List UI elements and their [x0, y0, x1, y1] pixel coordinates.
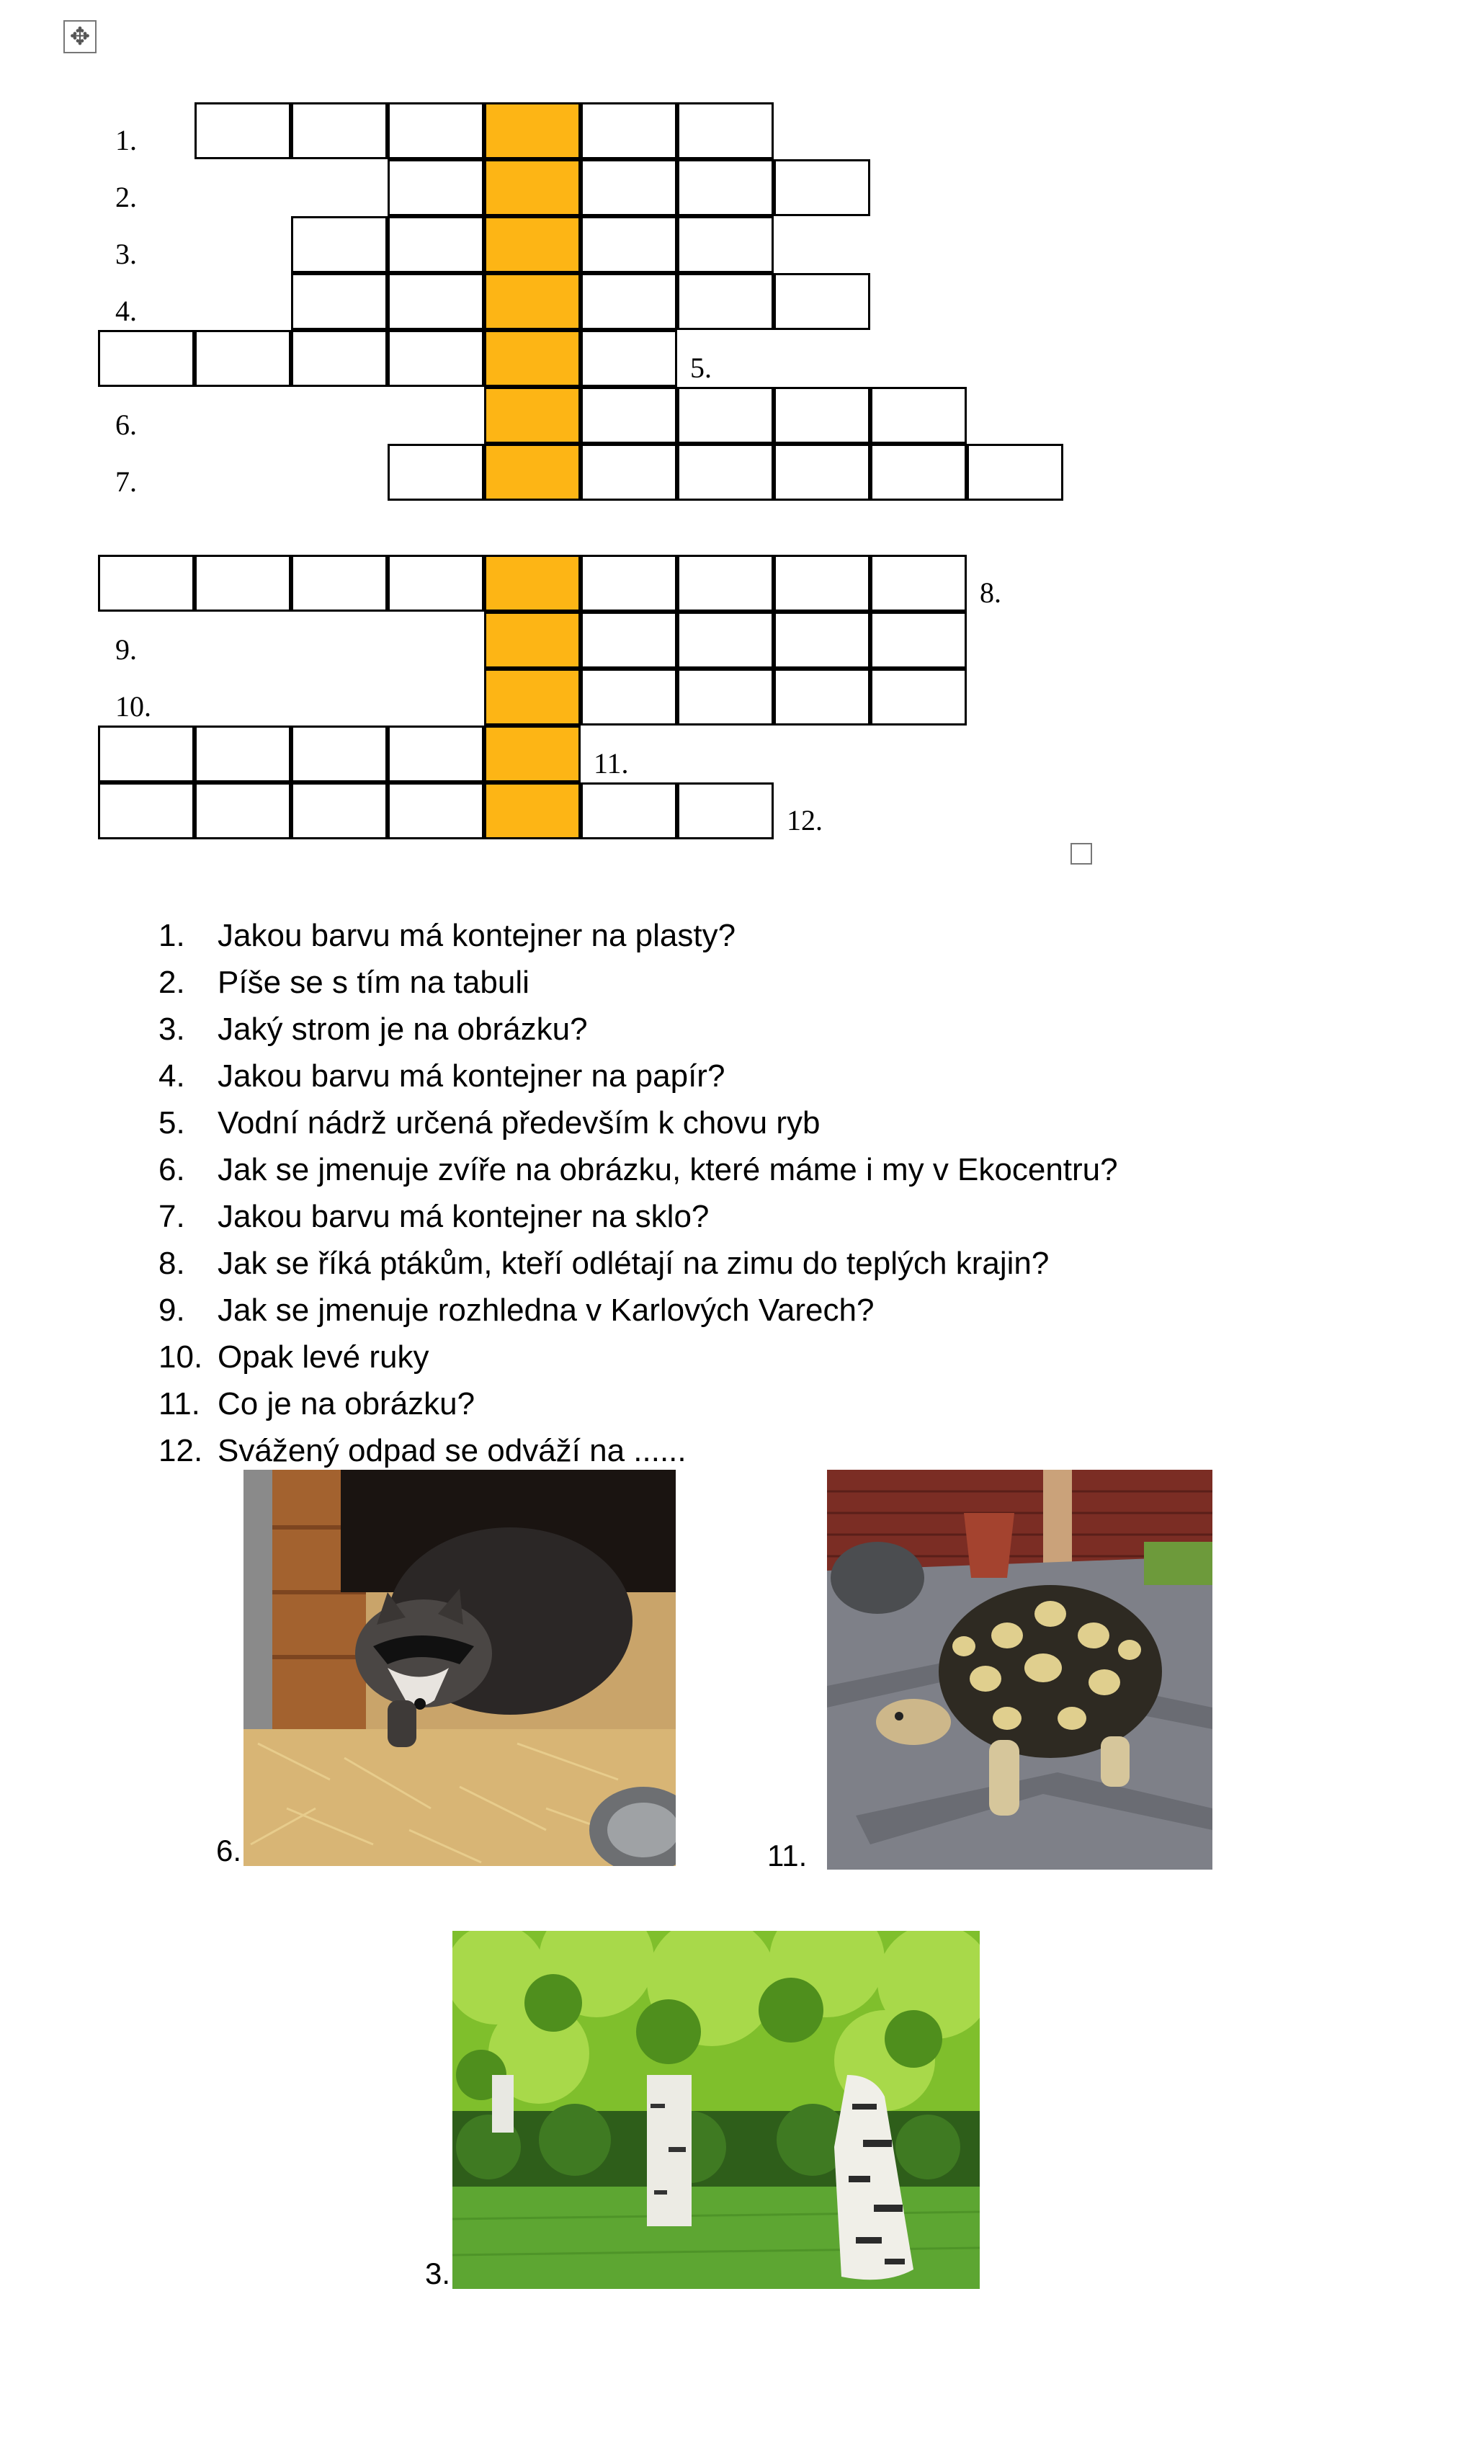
- crossword-cell[interactable]: [677, 273, 774, 330]
- clue-text: Jakou barvu má kontejner na papír?: [218, 1058, 725, 1094]
- crossword-cell[interactable]: [388, 726, 484, 782]
- birch-trees-icon: [452, 1931, 980, 2289]
- clue-item: [158, 1287, 1118, 1334]
- row-number: 1.: [115, 124, 137, 156]
- crossword-cell[interactable]: [291, 330, 388, 387]
- row-number: 10.: [115, 690, 151, 723]
- clue-text: Jakou barvu má kontejner na sklo?: [218, 1199, 710, 1234]
- solution-cell[interactable]: [484, 612, 581, 669]
- crossword-cell[interactable]: [774, 387, 870, 444]
- crossword-cell[interactable]: [870, 669, 967, 726]
- clue-item: [158, 1053, 1118, 1099]
- crossword-cell[interactable]: [581, 555, 677, 612]
- crossword-cell[interactable]: [388, 782, 484, 839]
- crossword-cell[interactable]: [581, 387, 677, 444]
- crossword-cell[interactable]: [98, 726, 195, 782]
- raccoon-icon: [243, 1470, 676, 1866]
- row-number: 9.: [115, 633, 137, 666]
- raccoon-photo-label: 6.: [216, 1834, 242, 1867]
- clue-number: 9.: [158, 1293, 185, 1328]
- crossword-cell[interactable]: [291, 102, 388, 159]
- crossword-cell[interactable]: [581, 444, 677, 501]
- crossword-cell[interactable]: [581, 216, 677, 273]
- crossword-cell[interactable]: [774, 669, 870, 726]
- crossword-cell[interactable]: [677, 216, 774, 273]
- table-resize-handle-icon[interactable]: [1070, 843, 1092, 865]
- clue-text: Píše se s tím na tabuli: [218, 965, 529, 1000]
- crossword-cell[interactable]: [774, 273, 870, 330]
- clue-number: 10.: [158, 1339, 203, 1375]
- clue-number: 7.: [158, 1199, 185, 1234]
- clue-number: 4.: [158, 1058, 185, 1094]
- clue-text: Co je na obrázku?: [218, 1386, 475, 1421]
- solution-cell[interactable]: [484, 555, 581, 612]
- solution-cell[interactable]: [484, 387, 581, 444]
- clue-text: Vodní nádrž určená především k chovu ryb: [218, 1105, 821, 1141]
- solution-cell[interactable]: [484, 273, 581, 330]
- crossword-cell[interactable]: [677, 669, 774, 726]
- crossword-cell[interactable]: [677, 159, 774, 216]
- clue-item: [158, 1380, 1118, 1427]
- crossword-cell[interactable]: [677, 555, 774, 612]
- clue-text: Jaký strom je na obrázku?: [218, 1012, 588, 1047]
- clue-item: [158, 1334, 1118, 1380]
- crossword-cell[interactable]: [388, 159, 484, 216]
- clue-item: [158, 1006, 1118, 1053]
- crossword-cell[interactable]: [581, 782, 677, 839]
- crossword-cell[interactable]: [98, 330, 195, 387]
- clue-number: 12.: [158, 1433, 203, 1468]
- crossword-cell[interactable]: [581, 330, 677, 387]
- crossword-cell[interactable]: [388, 444, 484, 501]
- crossword-cell[interactable]: [388, 216, 484, 273]
- crossword-cell[interactable]: [388, 102, 484, 159]
- clue-text: Jak se říká ptákům, kteří odlétají na zimu do teplých krajin?: [218, 1246, 1050, 1281]
- crossword-cell[interactable]: [388, 273, 484, 330]
- clue-item: [158, 1146, 1118, 1193]
- birch-trees-photo-label: 3.: [425, 2257, 451, 2290]
- solution-cell[interactable]: [484, 782, 581, 839]
- row-number: 3.: [115, 238, 137, 270]
- clue-number: 3.: [158, 1012, 185, 1047]
- clue-item: [158, 1427, 1118, 1474]
- row-number: 2.: [115, 181, 137, 213]
- solution-cell[interactable]: [484, 102, 581, 159]
- crossword-cell[interactable]: [581, 612, 677, 669]
- crossword-cell[interactable]: [677, 387, 774, 444]
- crossword-cell[interactable]: [677, 444, 774, 501]
- raccoon-photo: [243, 1470, 676, 1866]
- crossword-cell[interactable]: [677, 782, 774, 839]
- crossword-cell[interactable]: [774, 444, 870, 501]
- row-number: 7.: [115, 465, 137, 498]
- crossword-cell[interactable]: [774, 555, 870, 612]
- crossword-cell[interactable]: [291, 555, 388, 612]
- crossword-cell[interactable]: [677, 102, 774, 159]
- row-number: 12.: [787, 804, 823, 836]
- crossword-cell[interactable]: [388, 555, 484, 612]
- clue-item: [158, 959, 1118, 1006]
- crossword-cell[interactable]: [291, 782, 388, 839]
- clue-item: [158, 1099, 1118, 1146]
- solution-cell[interactable]: [484, 669, 581, 726]
- solution-cell[interactable]: [484, 444, 581, 501]
- crossword-cell[interactable]: [870, 444, 967, 501]
- clue-item: [158, 1240, 1118, 1287]
- tortoise-icon: [827, 1470, 1212, 1870]
- crossword-cell[interactable]: [774, 159, 870, 216]
- crossword-cell[interactable]: [291, 726, 388, 782]
- crossword-cell[interactable]: [870, 612, 967, 669]
- crossword-cell[interactable]: [677, 612, 774, 669]
- crossword-cell[interactable]: [291, 273, 388, 330]
- clue-number: 11.: [158, 1386, 200, 1421]
- table-move-handle-icon[interactable]: ✥: [63, 20, 97, 53]
- clue-number: 8.: [158, 1246, 185, 1281]
- crossword-cell[interactable]: [195, 102, 291, 159]
- clue-number: 5.: [158, 1105, 185, 1141]
- clue-list: [158, 912, 1118, 1474]
- crossword-cell[interactable]: [581, 273, 677, 330]
- crossword-cell[interactable]: [195, 726, 291, 782]
- crossword-cell[interactable]: [581, 159, 677, 216]
- crossword-cell[interactable]: [195, 782, 291, 839]
- crossword-cell[interactable]: [98, 782, 195, 839]
- clue-text: Jakou barvu má kontejner na plasty?: [218, 918, 736, 953]
- row-number: 8.: [980, 576, 1001, 609]
- clue-number: 2.: [158, 965, 185, 1000]
- clue-number: 1.: [158, 918, 185, 953]
- crossword-cell[interactable]: [291, 216, 388, 273]
- clue-text: Opak levé ruky: [218, 1339, 429, 1375]
- crossword-cell[interactable]: [967, 444, 1063, 501]
- solution-cell[interactable]: [484, 726, 581, 782]
- solution-cell[interactable]: [484, 330, 581, 387]
- solution-cell[interactable]: [484, 159, 581, 216]
- solution-cell[interactable]: [484, 216, 581, 273]
- row-number: 11.: [594, 747, 629, 780]
- crossword-cell[interactable]: [870, 387, 967, 444]
- clue-text: Svážený odpad se odváží na ......: [218, 1433, 687, 1468]
- clue-text: Jak se jmenuje zvíře na obrázku, které máme i my v Ekocentru?: [218, 1152, 1118, 1187]
- row-number: 4.: [115, 295, 137, 327]
- row-number: 5.: [690, 352, 712, 384]
- clue-text: Jak se jmenuje rozhledna v Karlových Varech?: [218, 1293, 875, 1328]
- clue-item: [158, 912, 1118, 959]
- tortoise-photo-label: 11.: [767, 1839, 808, 1872]
- crossword-cell[interactable]: [195, 330, 291, 387]
- crossword-cell[interactable]: [774, 612, 870, 669]
- row-number: 6.: [115, 409, 137, 441]
- crossword-cell[interactable]: [581, 102, 677, 159]
- crossword-cell[interactable]: [98, 555, 195, 612]
- clue-item: [158, 1193, 1118, 1240]
- clue-number: 6.: [158, 1152, 185, 1187]
- birch-trees-photo: [452, 1931, 980, 2289]
- crossword-cell[interactable]: [581, 669, 677, 726]
- crossword-cell[interactable]: [388, 330, 484, 387]
- crossword-cell[interactable]: [870, 555, 967, 612]
- crossword-cell[interactable]: [195, 555, 291, 612]
- tortoise-photo: [827, 1470, 1212, 1870]
